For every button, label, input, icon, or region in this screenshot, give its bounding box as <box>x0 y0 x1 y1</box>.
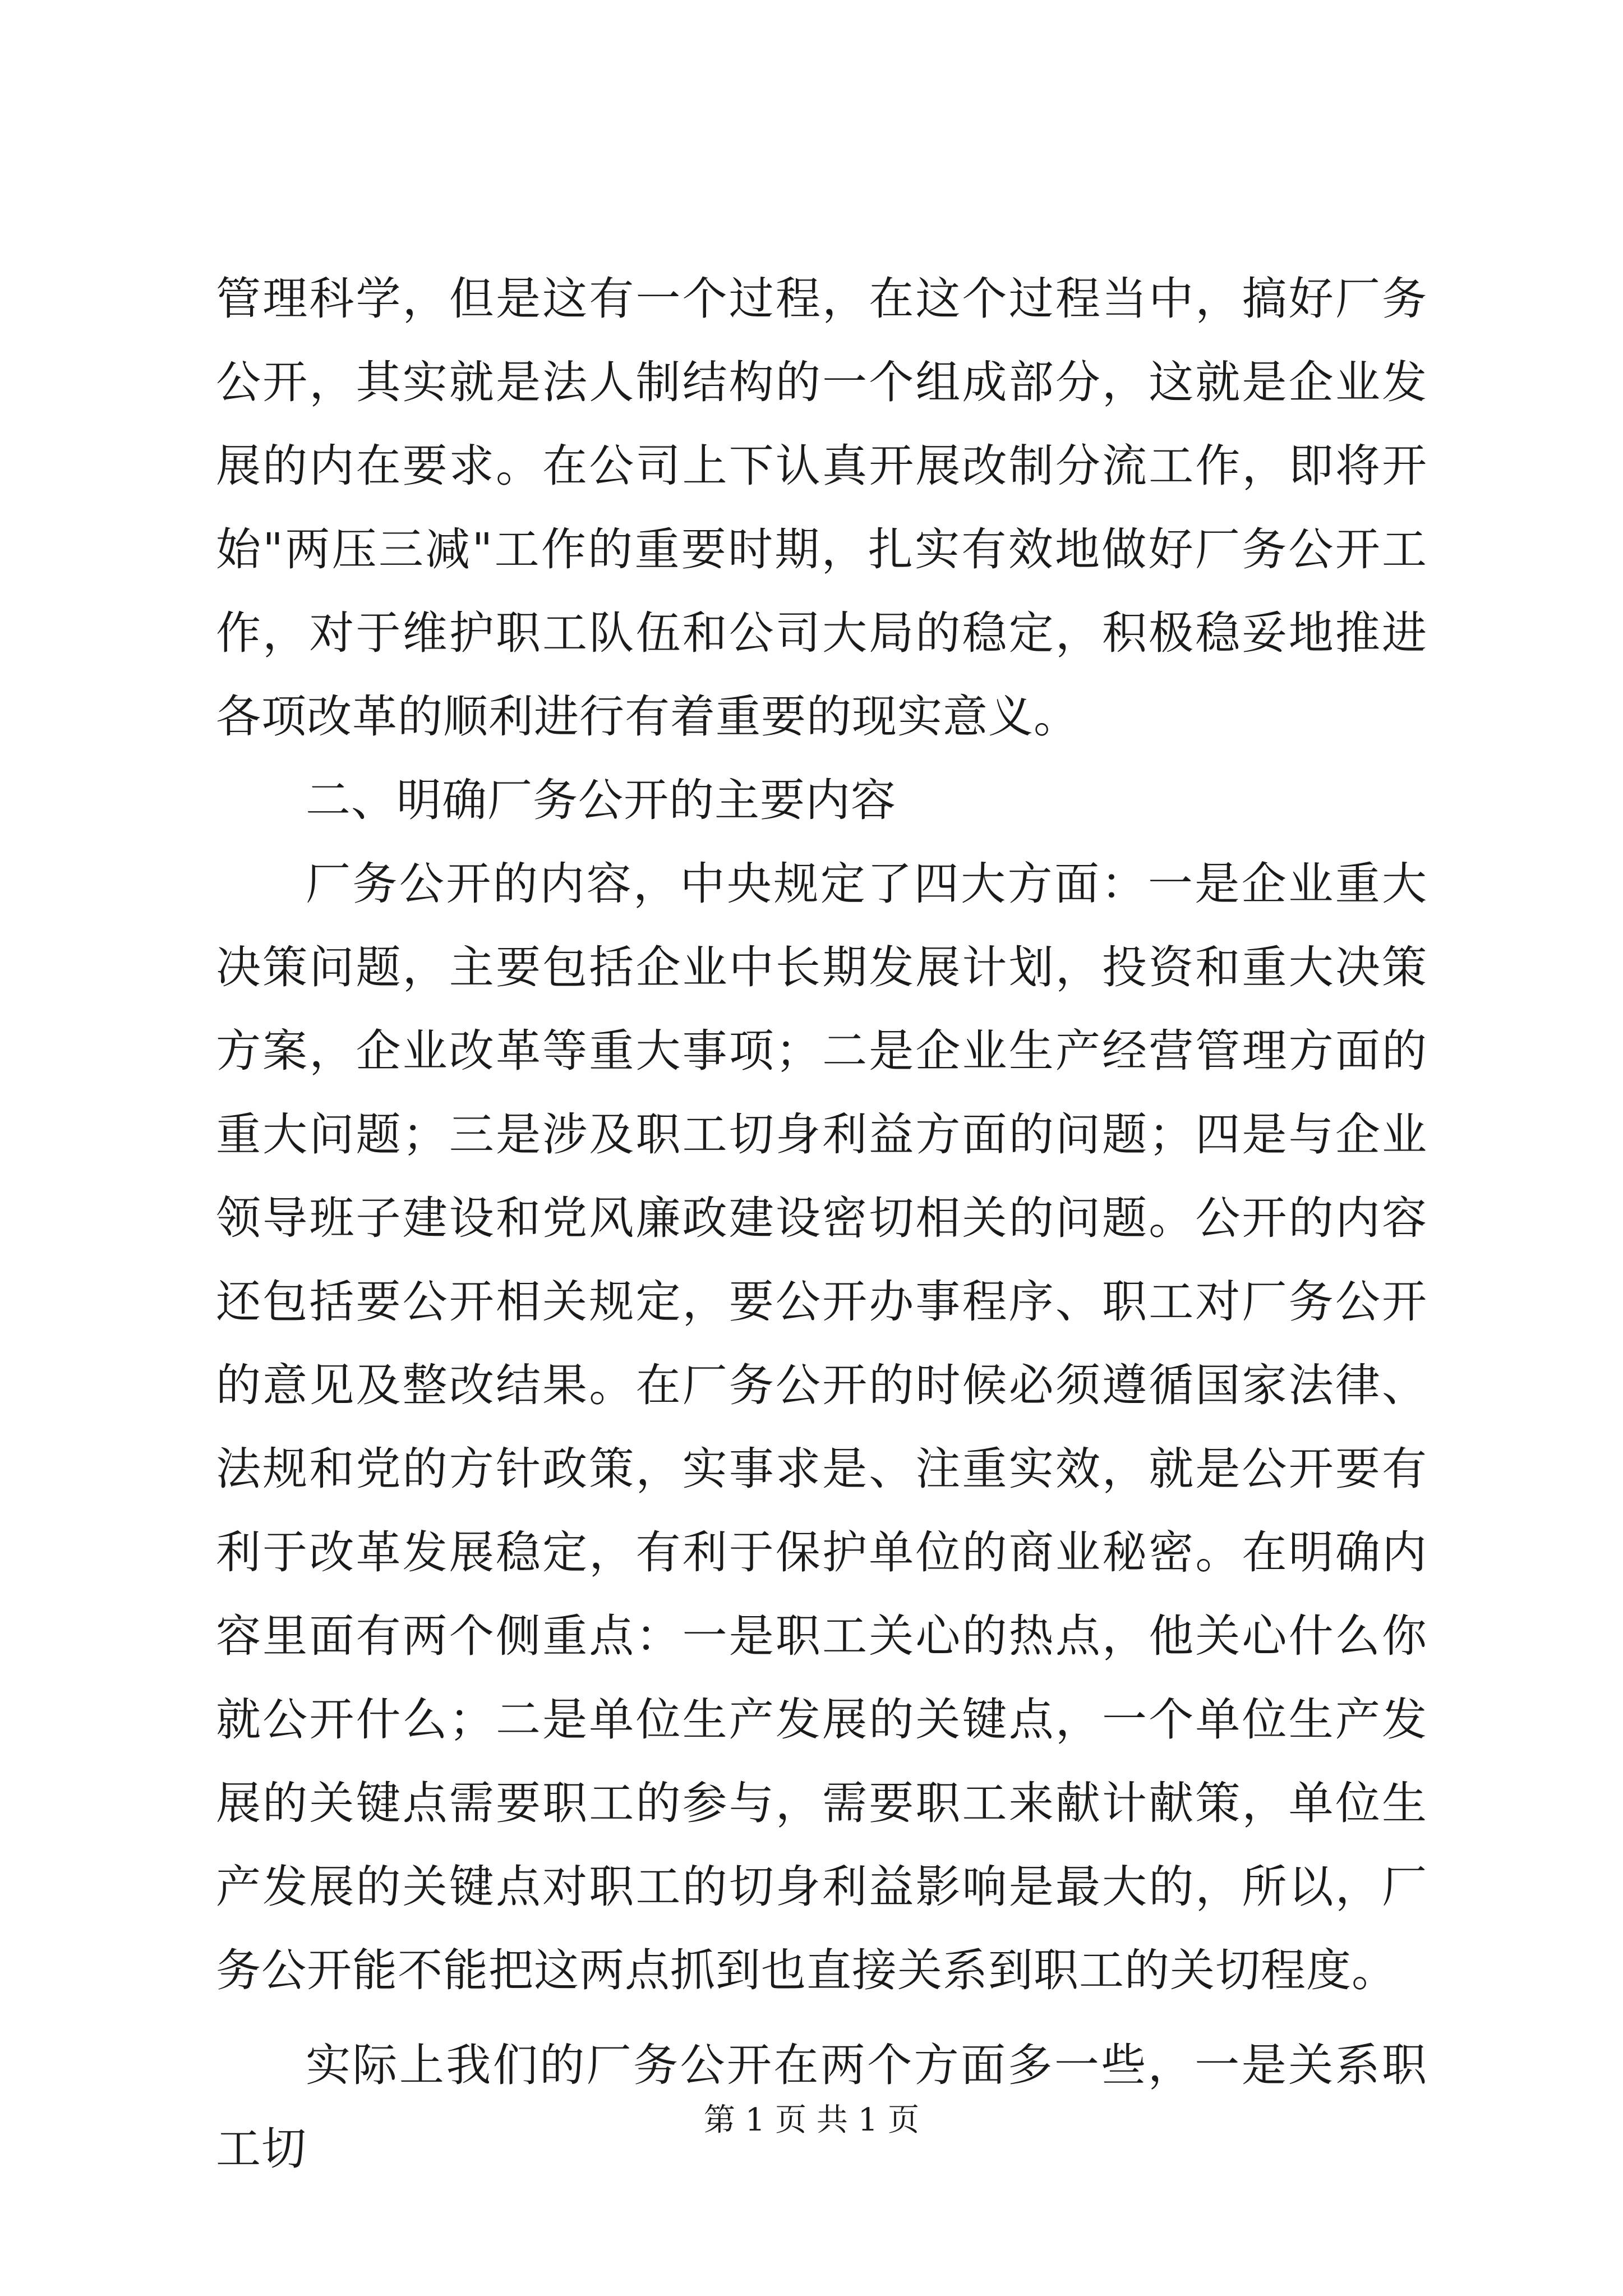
paragraph-1: 管理科学，但是这有一个过程，在这个过程当中，搞好厂务公开，其实就是法人制结构的一个组成部分，这就是企业发展的内在要求。在公司上下认真开展改制分流工作，即将开始"两压三减"工作的重要时期，扎实有效地做好厂务公开工作，对于维护职工队伍和公司大局的稳定，积极稳妥地推进各项改革的顺利进行有着重要的现实意义。 <box>216 273 1427 743</box>
document-body <box>216 257 1427 2191</box>
paragraph-4: 实际上我们的厂务公开在两个方面多一些，一是关系职工切 <box>216 2039 1427 2175</box>
paragraph-3: 厂务公开的内容，中央规定了四大方面：一是企业重大决策问题，主要包括企业中长期发展计划，投资和重大决策方案，企业改革等重大事项；二是企业生产经营管理方面的重大问题；三是涉及职工切身利益方面的问题；四是与企业领导班子建设和党风廉政建设密切相关的问题。公开的内容还包括要公开相关规定，要公开办事程序、职工对厂务公开的意见及整改结果。在厂务公开的时候必须遵循国家法律、法规和党的方针政策，实事求是、注重实效，就是公开要有利于改革发展稳定，有利于保护单位的商业秘密。在明确内容里面有两个侧重点：一是职工关心的热点，他关心什么你就公开什么；二是单位生产发展的关键点，一个单位生产发展的关键点需要职工的参与，需要职工来献计献策，单位生产发展的关键点对职工的切身利益影响是最大的，所以，厂务公开能不能把这两点抓到也直接关系到职工的关切程度。 <box>216 858 1427 1996</box>
page-footer: 第 1 页 共 1 页 <box>703 2102 920 2138</box>
section-heading: 二、明确厂务公开的主要内容 <box>306 774 896 826</box>
